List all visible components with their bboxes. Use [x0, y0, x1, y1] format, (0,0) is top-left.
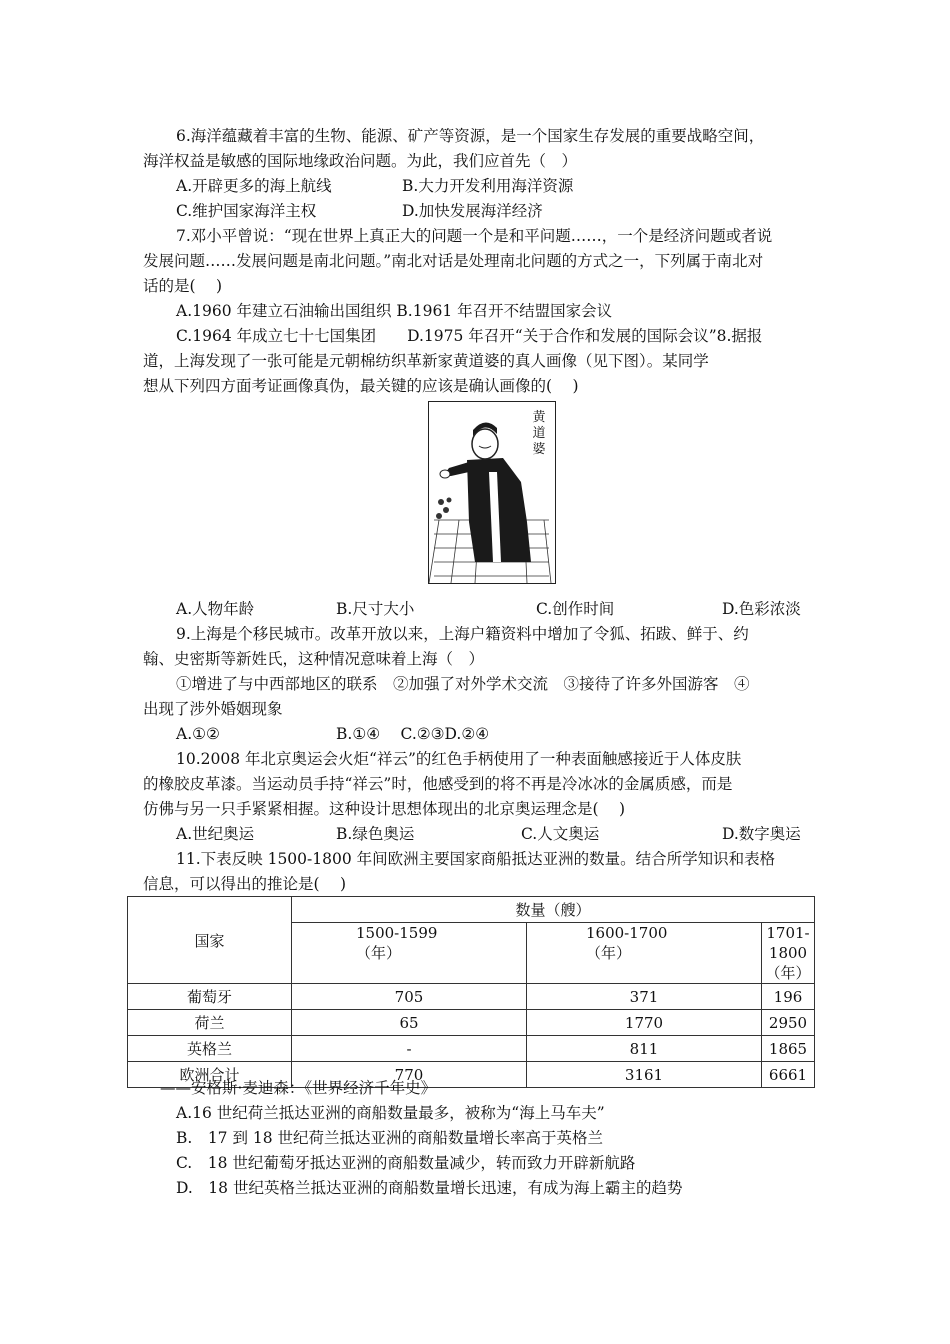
portrait-caption: 黄道婆	[532, 410, 546, 457]
row-value: 811	[527, 1036, 762, 1062]
q6-stem-line1: 6.海洋蕴藏着丰富的生物、能源、矿产等资源，是一个国家生存发展的重要战略空间，	[176, 127, 765, 145]
row-value: 770	[292, 1062, 527, 1088]
header-period-3	[762, 923, 815, 984]
period-2-years: 1600-1700	[586, 924, 668, 942]
q6-option-b: B.大力开发利用海洋资源	[402, 177, 574, 195]
ships-table	[127, 896, 815, 1088]
q8-stem-line3: 想从下列四方面考证画像真伪，最关键的应该是确认画像的( )	[143, 377, 579, 395]
q6-stem-line2: 海洋权益是敏感的国际地缘政治问题。为此，我们应首先（ ）	[143, 152, 578, 170]
q10-stem-line2: 的橡胶皮革漆。当运动员手持“祥云”时，他感受到的将不再是冷冰冰的金属质感，而是	[143, 775, 733, 793]
q8-stem-line2: 道，上海发现了一张可能是元朝棉纺织革新家黄道婆的真人画像（见下图）。某同学	[143, 352, 709, 370]
row-value: 65	[292, 1010, 527, 1036]
row-value: -	[292, 1036, 527, 1062]
period-2-unit: （年）	[586, 944, 632, 962]
header-period-2	[527, 923, 762, 984]
row-country: 荷兰	[128, 1010, 292, 1036]
q7-stem-line1: 7.邓小平曾说：“现在世界上真正大的问题一个是和平问题……，一个是经济问题或者说	[176, 227, 773, 245]
row-value: 1865	[762, 1036, 815, 1062]
period-1-years: 1500-1599	[356, 924, 438, 942]
huang-daopo-portrait	[428, 401, 556, 584]
row-country: 葡萄牙	[128, 984, 292, 1010]
header-quantity: 数量（艘）	[292, 897, 815, 923]
period-3-years: 1701-1800（年）	[765, 924, 811, 982]
q9-option-a: A.①②	[176, 725, 220, 743]
q7-options-cd: C.1964 年成立七十七国集团 D.1975 年召开“关于合作和发展的国际会议”8.据报	[176, 327, 763, 345]
q6-option-a: A.开辟更多的海上航线	[176, 177, 332, 195]
q10-option-c: C.人文奥运	[521, 825, 600, 843]
row-value: 3161	[527, 1062, 762, 1088]
q8-option-c: C.创作时间	[536, 600, 615, 618]
q11-stem-line2: 信息，可以得出的推论是( )	[143, 875, 347, 893]
q9-stem-line1: 9.上海是个移民城市。改革开放以来，上海户籍资料中增加了令狐、拓跋、鲜于、约	[176, 625, 749, 643]
q7-options-ab: A.1960 年建立石油输出国组织 B.1961 年召开不结盟国家会议	[176, 302, 613, 320]
table-source: ——安格斯·麦迪森：《世界经济千年史》	[160, 1079, 437, 1097]
q10-stem-line3: 仿佛与另一只手紧紧相握。这种设计思想体现出的北京奥运理念是( )	[143, 800, 626, 818]
q10-option-b: B.绿色奥运	[336, 825, 415, 843]
table-row	[128, 1036, 815, 1062]
q9-stem-line2: 翰、史密斯等新姓氏，这种情况意味着上海（ ）	[143, 650, 485, 668]
row-value: 705	[292, 984, 527, 1010]
q9-items-line1: ①增进了与中西部地区的联系 ②加强了对外学术交流 ③接待了许多外国游客 ④	[176, 675, 750, 693]
q10-option-d: D.数字奥运	[722, 825, 801, 843]
q11-option-c: C. 18 世纪葡萄牙抵达亚洲的商船数量减少，转而致力开辟新航路	[176, 1154, 636, 1172]
q11-option-d: D. 18 世纪英格兰抵达亚洲的商船数量增长迅速，有成为海上霸主的趋势	[176, 1179, 683, 1197]
q10-stem-line1: 10.2008 年北京奥运会火炬“祥云”的红色手柄使用了一种表面触感接近于人体皮肤	[176, 750, 742, 768]
row-value: 196	[762, 984, 815, 1010]
header-country: 国家	[128, 897, 292, 984]
q11-stem-line1: 11.下表反映 1500-1800 年间欧洲主要国家商船抵达亚洲的数量。结合所学知识和表格	[176, 850, 776, 868]
period-1-unit: （年）	[356, 944, 402, 962]
row-value: 371	[527, 984, 762, 1010]
q9-items-line2: 出现了涉外婚姻现象	[143, 700, 283, 718]
row-value: 1770	[527, 1010, 762, 1036]
portrait-figure	[429, 402, 555, 583]
row-country: 英格兰	[128, 1036, 292, 1062]
q6-option-c: C.维护国家海洋主权	[176, 202, 317, 220]
q9-options-bcd: B.①④ C.②③D.②④	[336, 725, 490, 743]
row-value: 6661	[762, 1062, 815, 1088]
q8-option-b: B.尺寸大小	[336, 600, 415, 618]
q7-stem-line3: 话的是( )	[143, 277, 223, 295]
q11-option-a: A.16 世纪荷兰抵达亚洲的商船数量最多，被称为“海上马车夫”	[176, 1104, 605, 1122]
q7-stem-line2: 发展问题……发展问题是南北问题。”南北对话是处理南北问题的方式之一，下列属于南北对	[143, 252, 764, 270]
table-row	[128, 984, 815, 1010]
table-row	[128, 1010, 815, 1036]
q10-option-a: A.世纪奥运	[176, 825, 255, 843]
q8-option-a: A.人物年龄	[176, 600, 255, 618]
q6-option-d: D.加快发展海洋经济	[402, 202, 543, 220]
q8-option-d: D.色彩浓淡	[722, 600, 801, 618]
q11-option-b: B. 17 到 18 世纪荷兰抵达亚洲的商船数量增长率高于英格兰	[176, 1129, 604, 1147]
row-country: 欧洲合计	[128, 1062, 292, 1088]
row-value: 2950	[762, 1010, 815, 1036]
header-period-1	[292, 923, 527, 984]
